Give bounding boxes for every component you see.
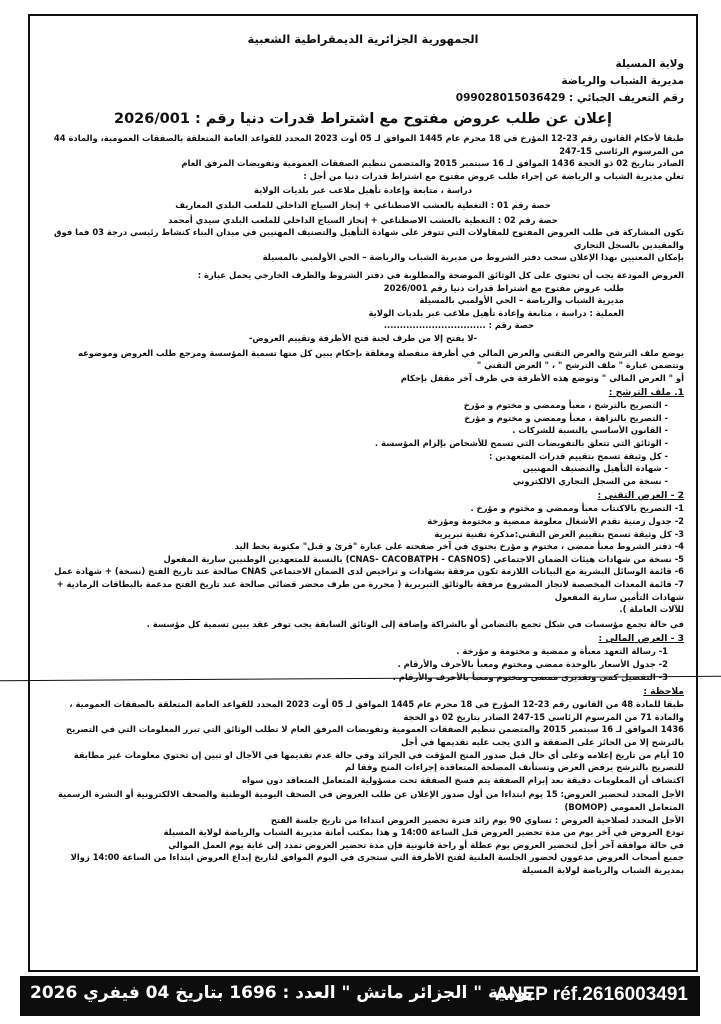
list-item: 2- جدول الأسعار بالوحدة ممضي ومختوم ومعبأ بالأحرف والأرقام .	[397, 658, 668, 669]
list-item: - كل وثيقة تسمح بتقييم قدرات المتعهدين :	[488, 450, 668, 461]
consortium-note: في حالة تجمع مؤسسات في شكل تجمع بالتضامن أو بالشراكة وإضافة إلى الوثائق السابقة يجب توفر عقد يبين تسمية كل مؤسسة .	[146, 618, 684, 629]
project-name: دراسة ، متابعة وإعادة تأهيل ملاعب عبر بلديات الولاية	[254, 185, 472, 196]
list-item: 6- قائمة الوسائل البشرية مع البيانات اللازمة تكون مرفقة بشهادات و تراخيص لدى الضمان الاجتماعي CNAS صالحة عند تاريخ الفتح (نسخة) + شهادة عمل	[54, 566, 684, 577]
envelope-line: حصة رقم : ................................	[383, 320, 534, 331]
list-item: 3- كل وثيقة تسمح بتقييم العرض التقني:مذكرة تقنية تبريرية	[434, 528, 684, 539]
lot-2: حصة رقم 02 : التغطية بالعشب الاصطناعي + إنجاز السياج الداخلي للملعب البلدي سيدي أمحمد	[168, 214, 558, 225]
envelope-line: طلب عروض مفتوح مع اشتراط قدرات دنيا رقم 2026/001	[383, 282, 624, 293]
placement-line: يوضع ملف الترشح والعرض التقني والعرض المالي في أظرفة منفصلة ومغلقة بإحكام يبين كل منها تسمية المؤسسة ومرجع طلب العروض وموضوعه وتتضمن عبارة " ملف الترشح " ، " العرض التقني "	[78, 347, 684, 371]
list-item: 1- رسالة التعهد معبأة و ممضية و مختومة و مؤرخة .	[456, 646, 668, 657]
list-item: 7- قائمة المعدات المخصصة لانجاز المشروع مرفقة بالوثائق التبريرية ( محررة من طرف محضر قضائي صالحة عند تاريخ الفتح مدعمة بالبطاقات الرمادية + شهادات التأمين سارية المفعول	[56, 579, 684, 602]
lot-1: حصة رقم 01 : التغطية بالعشب الاصطناعي + إنجاز السياج الداخلي للملعب البلدي المعاريف	[175, 199, 551, 210]
note-line: تودع العروض في آخر يوم من مدة تحضير العروض قبل الساعة 14:00 و هذا بمكتب أمانة مديرية الشباب والرياضة لولاية المسيلة	[163, 827, 684, 838]
intro-line: تعلن مديرية الشباب و الرياضة عن إجراء طلب عروض مفتوح مع اشتراط قدرات دنيا من أجل :	[303, 170, 684, 181]
notes-section-title: ملاحظة :	[643, 686, 684, 698]
directorate-name: مديرية الشباب والرياضة	[561, 75, 684, 87]
envelope-line: العملية : دراسة ، متابعة وإعادة تأهيل ملاعب عبر بلديات الولاية	[368, 307, 624, 318]
list-item: 4- دفتر الشروط معبأ ممضي ، مختوم و مؤرخ يحتوي في آخر صفحته على عبارة "قرئ و قبل" مكتوبة بخط اليد	[234, 541, 684, 552]
list-item: - شهادة التأهيل والتصنيف المهنيين	[522, 463, 668, 474]
intro-line: الصادر بتاريخ 02 ذو الحجة 1436 الموافق لـ 16 سبتمبر 2015 والمتضمن تنظيم الصفقات العمومية وتفويضات المرفق العام	[181, 158, 684, 169]
financial-section-title: 3 - العرض المالي :	[598, 633, 684, 645]
note-line: اكتشاف أن المعلومات دقيقة بعد إبرام الصفقة يتم فسخ الصفقة تحت مسؤولية المتعامل المتعاقد دون سواه	[242, 774, 684, 785]
announcement-title: إعلان عن طلب عروض مفتوح مع اشتراط قدرات دنيا رقم : 2026/001	[113, 111, 612, 127]
fiscal-id: رقم التعريف الجبائي : 099028015036429	[455, 92, 684, 104]
list-item: - التصريح بالنزاهة ، معبأ وممضي و مختوم و مؤرخ	[464, 412, 668, 423]
envelope-line: -لا يفتح إلا من طرف لجنة فتح الأظرفة وتقييم العروض-	[248, 332, 478, 343]
announcement-body	[42, 16, 684, 876]
list-item: 5- نسخة من شهادات هيئات الضمان الاجتماعي (CNAS- CACOBATPH - CASNOS) بالنسبة للمتعهدين الوطنيين سارية المفعول	[163, 553, 684, 564]
envelope-intro: العروض المودعة يجب أن تحتوي على كل الوثائق الموضحة والمطلوبة في دفتر الشروط والظرف الخارجي يحمل عبارة :	[197, 269, 684, 280]
note-line: الأجل المحدد لصلاحية العروض : تساوي 90 يوم زائد فترة تحضير العروض ابتداءا من تاريخ جلسة الفتح	[270, 814, 684, 825]
list-item: للآلات العاملة ).	[619, 604, 684, 615]
announcement-frame	[28, 14, 698, 972]
note-line: طبقا للمادة 48 من القانون رقم 23-12 المؤرخ في 18 محرم عام 1445 الموافق لـ 05 أوت 2023 المحدد للقواعد العامة المتعلقة بالصفقات العمومية ، والمادة 71 من المرسوم الرئاسي 15-247 الصادر بتاريخ 02 ذو الحجة	[69, 699, 684, 722]
eligibility-line: تكون المشاركة في طلب العروض المفتوح للمقاولات التي تتوفر على شهادة التأهيل والتصنيف المهنيين في ميدان البناء كنشاط رئيسي درجة 03 فما فوق والمقيدين بالسجل التجاري	[54, 227, 684, 250]
wilaya-name: ولاية المسيلة	[615, 58, 684, 70]
list-item: - نسخة من السجل التجاري الالكتروني	[512, 475, 668, 486]
note-line: 10 أيام من تاريخ إعلامه وعلى أي حال قبل صدور المنح المؤقت في الجرائد وفي حالة عدم تقديمها في الآجال او تبين إن تحتوي معلومات غير مطابقة للتصريح بالترشح يرفض العرض وتستأنف المصلحة المتعاقدة إجراءات المنح وفقا لم	[73, 749, 684, 773]
republic-heading: الجمهورية الجزائرية الديمقراطية الشعبية	[247, 32, 479, 46]
list-item: 2- جدول زمنية تقدم الأشغال معلومة ممضية و مختومة ومؤرخة	[427, 516, 684, 527]
note-line: في حالة موافقة آخر أجل لتحضير العروض يوم عطلة أو راحة قانونية فإن مدة تحضير العروض تمدد إلى غاية يوم العمل الموالي	[168, 839, 684, 850]
technical-section-title: 2 - العرض التقني :	[597, 490, 684, 502]
list-item: - الوثائق التي تتعلق بالتفويضات التي تسمح للأشخاص بإلزام المؤسسة .	[374, 438, 668, 449]
placement-line: أو " العرض المالي " وتوضع هذه الأظرفة في ظرف آخر مقفل بإحكام	[400, 372, 684, 383]
eligibility-line: بإمكان المعنيين بهذا الإعلان سحب دفتر الشروط من مديرية الشباب والرياضة – الحي الأولمبي بالمسيلة	[262, 252, 684, 263]
list-item: 1- التصريح بالاكتتاب معبأ وممضي و مختوم و مؤرخ .	[470, 503, 684, 514]
intro-line: طبقا لأحكام القانون رقم 23-12 المؤرخ في 18 محرم عام 1445 الموافق لـ 05 أوت 2023 المحدد للقواعد العامة المتعلقة بالصفقات العمومية، والمادة 44 من المرسوم الرئاسي 15-247	[53, 133, 684, 156]
publication-date: يومية " الجزائر ماتش " العدد : 1696 بتاريخ 04 فيفري 2026	[30, 983, 533, 1003]
list-item: 3- التفصيل كمي وتقديري ممضي ومختوم ومعبأ بالأحرف والأرقام .	[392, 671, 668, 682]
anep-reference: ANEP réf.2616003491	[495, 984, 688, 1005]
note-line: الأجل المحدد لتحضير العروض: 15 يوم ابتداءا من أول صدور الإعلان عن طلب العروض في الصحف اليومية الوطنية والصحف الالكترونية أو النشرة الرسمية المتعامل العمومي (BOMOP)	[57, 789, 684, 812]
note-line: 1436 الموافق لـ 16 سبتمبر 2015 والمتضمن تنظيم الصفقات العمومية وتفويضات المرفق العام لا تطلب الوثائق التي تبرر المعلومات التي في التصريح بالترشح إلا من الحائز على الصفقة و الذي يجب عليه تقديمها في أجل	[66, 724, 684, 747]
envelope-line: مديرية الشباب والرياضة – الحي الأولمبي بالمسيلة	[419, 295, 624, 306]
list-item: - التصريح بالترشح ، معبأ وممضي و مختوم و مؤرخ	[463, 400, 668, 411]
publication-footer	[20, 976, 700, 1016]
list-item: - القانون الأساسي بالنسبة للشركات .	[512, 425, 668, 436]
note-line: جميع أصحاب العروض مدعوون لحضور الجلسة العلنية لفتح الأظرفة التي ستجرى في اليوم الموافق لتاريخ إيداع العروض ابتداءا من الساعة 14:00 زوالا بمديرية الشباب والرياضة لولاية المسيلة	[70, 852, 684, 875]
candidacy-section-title: 1. ملف الترشح :	[608, 387, 684, 399]
